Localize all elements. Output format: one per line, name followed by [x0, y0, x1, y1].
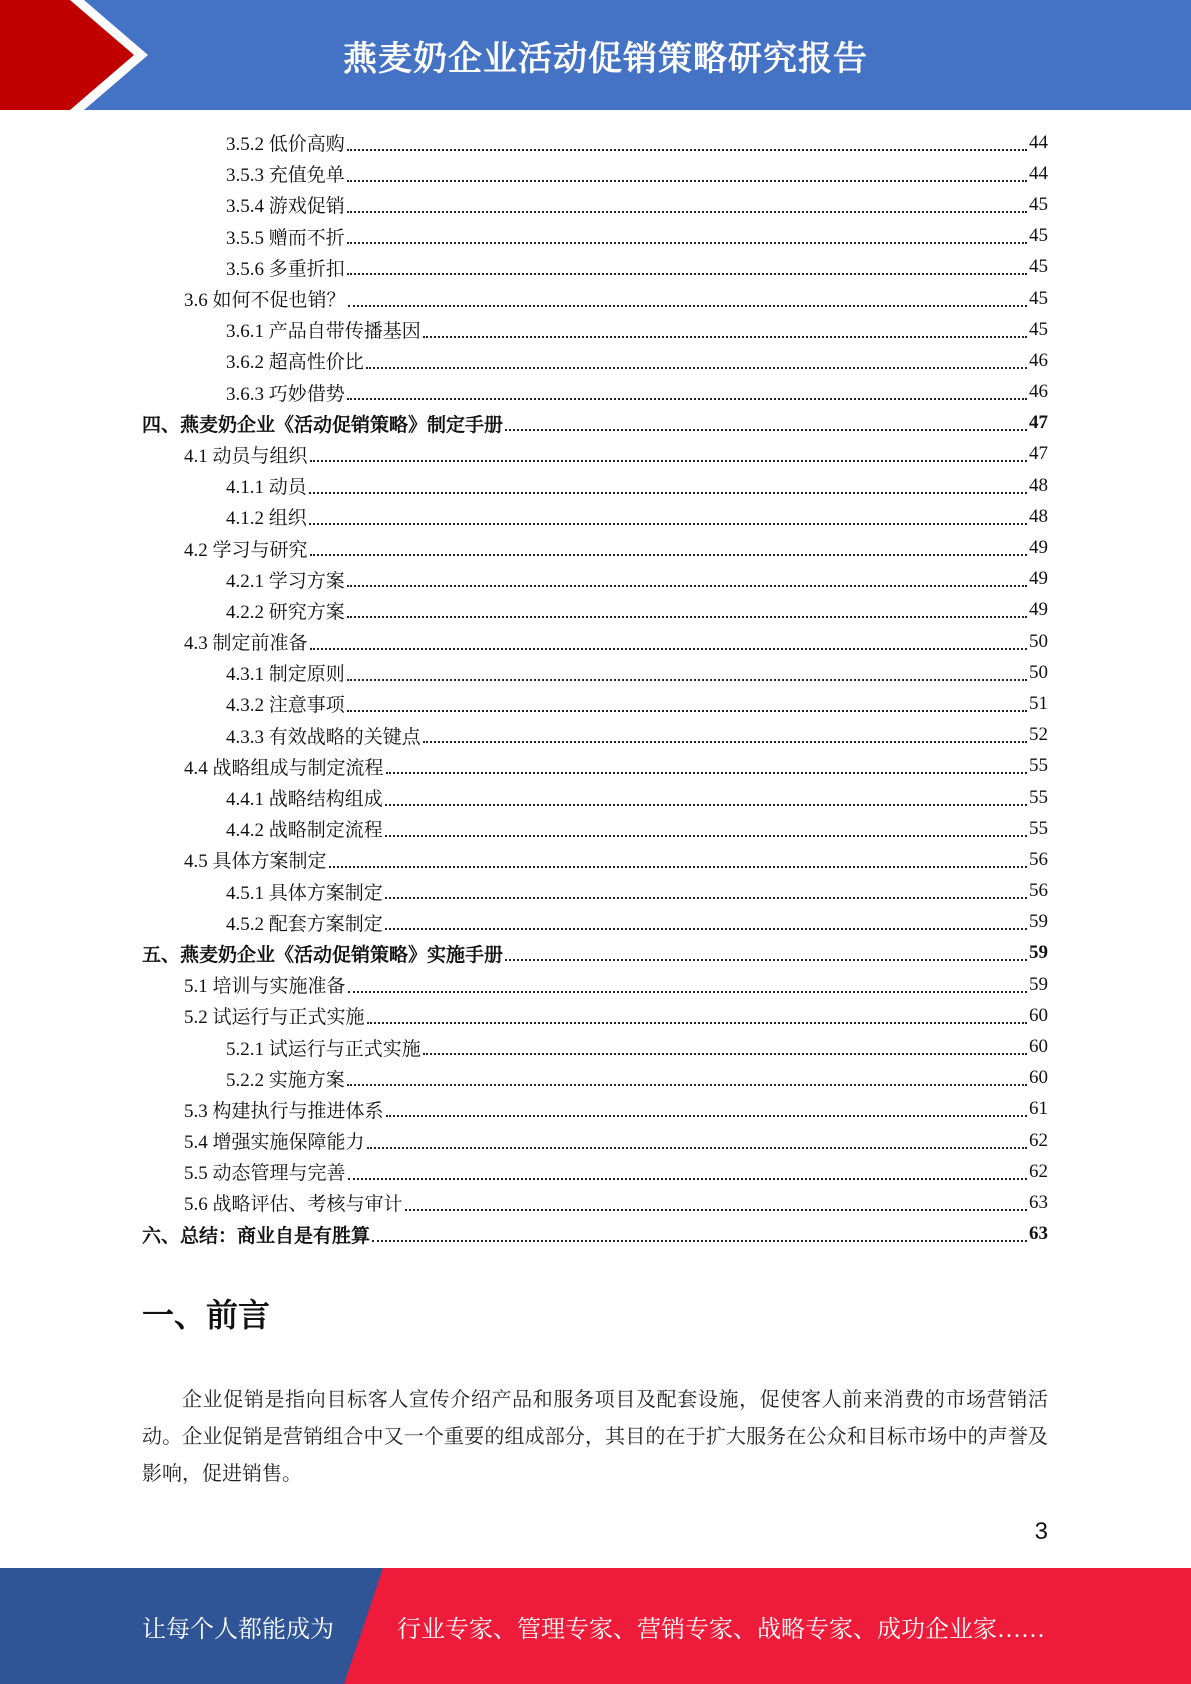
toc-entry[interactable]	[142, 876, 1048, 907]
toc-dot-leader	[309, 517, 1027, 525]
toc-entry[interactable]	[142, 1031, 1048, 1062]
toc-dot-leader	[505, 423, 1027, 431]
toc-entry-page: 48	[1029, 505, 1048, 527]
toc-entry[interactable]	[142, 189, 1048, 220]
intro-paragraph: 企业促销是指向目标客人宣传介绍产品和服务项目及配套设施，促使客人前来消费的市场营销活动。企业促销是营销组合中又一个重要的组成部分，其目的在于扩大服务在公众和目标市场中的声誉及影响，促进销售。	[142, 1389, 1048, 1485]
toc-entry-page: 45	[1029, 287, 1048, 309]
toc-entry-label: 4.3.2 注意事项	[226, 695, 345, 717]
toc-dot-leader	[310, 548, 1027, 556]
toc-entry-label: 4.2 学习与研究	[184, 539, 308, 561]
footer-slogan-right: 行业专家、管理专家、营销专家、战略专家、成功企业家……	[397, 1616, 1045, 1643]
toc-entry-page: 62	[1029, 1129, 1048, 1151]
toc-dot-leader	[347, 174, 1027, 182]
toc-entry[interactable]	[142, 158, 1048, 189]
toc-entry-label: 5.2.1 试运行与正式实施	[226, 1038, 421, 1060]
toc-entry-label: 5.6 战略评估、考核与审计	[184, 1194, 403, 1216]
toc-entry-page: 59	[1029, 973, 1048, 995]
toc-entry-page: 50	[1029, 630, 1048, 652]
toc-entry[interactable]	[142, 751, 1048, 782]
toc-entry-label: 4.4 战略组成与制定流程	[184, 757, 384, 779]
toc-entry[interactable]	[142, 657, 1048, 688]
toc-entry-page: 60	[1029, 1067, 1048, 1089]
toc-entry-label: 3.5.5 赠而不折	[226, 227, 345, 249]
toc-dot-leader	[348, 299, 1027, 307]
toc-entry-label: 4.5.2 配套方案制定	[226, 913, 383, 935]
toc-dot-leader	[347, 579, 1027, 587]
toc-entry-page: 55	[1029, 786, 1048, 808]
toc-dot-leader	[347, 267, 1027, 275]
toc-dot-leader	[405, 1203, 1027, 1211]
toc-entry-label: 3.5.2 低价高购	[226, 134, 345, 156]
toc-entry-label: 5.2.2 实施方案	[226, 1069, 345, 1091]
toc-dot-leader	[347, 236, 1027, 244]
toc-entry-page: 45	[1029, 318, 1048, 340]
toc-entry[interactable]	[142, 595, 1048, 626]
toc-entry-label: 4.5 具体方案制定	[184, 851, 327, 873]
toc-entry[interactable]	[142, 470, 1048, 501]
footer-slogan-left: 让每个人都能成为	[142, 1616, 334, 1643]
toc-entry-page: 63	[1029, 1191, 1048, 1213]
toc-entry-page: 44	[1029, 131, 1048, 153]
toc-entry-page: 59	[1029, 911, 1048, 933]
toc-entry-label: 4.3.3 有效战略的关键点	[226, 726, 421, 748]
toc-entry-label: 4.3.1 制定原则	[226, 664, 345, 686]
toc-entry-page: 49	[1029, 537, 1048, 559]
toc-dot-leader	[347, 392, 1027, 400]
toc-entry-page: 48	[1029, 474, 1048, 496]
toc-entry[interactable]	[142, 377, 1048, 408]
page-footer	[0, 1568, 1191, 1684]
toc-dot-leader	[386, 1109, 1027, 1117]
toc-entry[interactable]	[142, 1125, 1048, 1156]
toc-entry-label: 五、燕麦奶企业《活动促销策略》实施手册	[142, 944, 504, 966]
toc-entry-label: 4.2.2 研究方案	[226, 601, 345, 623]
page-number: 3	[1034, 1518, 1048, 1545]
toc-entry-page: 56	[1029, 848, 1048, 870]
toc-entry[interactable]	[142, 907, 1048, 938]
toc-entry[interactable]	[142, 127, 1048, 158]
toc-dot-leader	[372, 1234, 1027, 1242]
toc-entry[interactable]	[142, 813, 1048, 844]
toc-entry-page: 52	[1029, 724, 1048, 746]
toc-dot-leader	[505, 953, 1027, 961]
toc-entry-page: 49	[1029, 599, 1048, 621]
toc-entry-page: 61	[1029, 1098, 1048, 1120]
toc-entry-page: 59	[1029, 942, 1048, 964]
toc-entry-page: 56	[1029, 880, 1048, 902]
toc-entry-label: 4.4.2 战略制定流程	[226, 820, 383, 842]
toc-entry-page: 55	[1029, 817, 1048, 839]
toc-entry[interactable]	[142, 564, 1048, 595]
toc-entry[interactable]	[142, 938, 1048, 969]
toc-entry-page: 46	[1029, 349, 1048, 371]
toc-dot-leader	[347, 1078, 1027, 1086]
toc-entry[interactable]	[142, 314, 1048, 345]
toc-entry-label: 4.4.1 战略结构组成	[226, 789, 383, 811]
toc-entry[interactable]	[142, 626, 1048, 657]
toc-entry-label: 3.5.4 游戏促销	[226, 196, 345, 218]
table-of-contents	[142, 127, 1048, 1250]
toc-dot-leader	[347, 704, 1027, 712]
toc-entry[interactable]	[142, 221, 1048, 252]
toc-entry-label: 3.5.6 多重折扣	[226, 258, 345, 280]
toc-entry-label: 4.1.1 动员	[226, 477, 307, 499]
toc-dot-leader	[309, 486, 1027, 494]
report-title: 燕麦奶企业活动促销策略研究报告	[343, 38, 868, 79]
section-heading: 一、前言	[142, 1296, 271, 1334]
toc-entry-page: 46	[1029, 381, 1048, 403]
toc-entry[interactable]	[142, 252, 1048, 283]
toc-entry-page: 47	[1029, 443, 1048, 465]
toc-entry-page: 60	[1029, 1036, 1048, 1058]
toc-entry-label: 3.6.1 产品自带传播基因	[226, 321, 421, 343]
toc-entry-page: 62	[1029, 1160, 1048, 1182]
toc-entry-label: 5.2 试运行与正式实施	[184, 1007, 365, 1029]
toc-entry[interactable]	[142, 1063, 1048, 1094]
toc-entry-page: 55	[1029, 755, 1048, 777]
toc-dot-leader	[348, 985, 1027, 993]
toc-entry-label: 5.4 增强实施保障能力	[184, 1132, 365, 1154]
toc-dot-leader	[423, 330, 1027, 338]
toc-entry[interactable]	[142, 501, 1048, 532]
toc-entry[interactable]	[142, 720, 1048, 751]
toc-dot-leader	[385, 798, 1027, 806]
toc-entry-label: 4.1.2 组织	[226, 508, 307, 530]
toc-entry[interactable]	[142, 1187, 1048, 1218]
toc-entry-label: 4.1 动员与组织	[184, 445, 308, 467]
toc-entry-page: 49	[1029, 568, 1048, 590]
toc-entry-page: 60	[1029, 1004, 1048, 1026]
toc-entry-label: 六、总结：商业自是有胜算	[142, 1225, 371, 1247]
toc-dot-leader	[366, 361, 1027, 369]
toc-entry[interactable]	[142, 844, 1048, 875]
toc-entry[interactable]	[142, 782, 1048, 813]
toc-entry-label: 3.6.3 巧妙借势	[226, 383, 345, 405]
toc-entry-label: 3.6.2 超高性价比	[226, 352, 364, 374]
toc-entry-label: 5.5 动态管理与完善	[184, 1163, 346, 1185]
toc-entry[interactable]	[142, 408, 1048, 439]
toc-dot-leader	[347, 143, 1027, 151]
toc-dot-leader	[386, 766, 1027, 774]
toc-dot-leader	[367, 1141, 1027, 1149]
toc-dot-leader	[348, 1172, 1027, 1180]
toc-dot-leader	[347, 205, 1027, 213]
page-header	[0, 0, 1191, 110]
toc-entry[interactable]	[142, 532, 1048, 563]
toc-entry-page: 51	[1029, 692, 1048, 714]
toc-entry-label: 4.5.1 具体方案制定	[226, 882, 383, 904]
toc-entry-label: 3.6 如何不促也销？	[184, 290, 346, 312]
toc-entry[interactable]	[142, 1000, 1048, 1031]
toc-entry-page: 45	[1029, 225, 1048, 247]
toc-entry-page: 44	[1029, 162, 1048, 184]
toc-entry[interactable]	[142, 1094, 1048, 1125]
toc-entry[interactable]	[142, 1219, 1048, 1250]
toc-entry-page: 45	[1029, 256, 1048, 278]
toc-dot-leader	[347, 673, 1027, 681]
toc-dot-leader	[329, 860, 1027, 868]
toc-dot-leader	[347, 610, 1027, 618]
toc-entry-label: 5.1 培训与实施准备	[184, 976, 346, 998]
toc-entry-page: 47	[1029, 412, 1048, 434]
toc-dot-leader	[423, 1047, 1027, 1055]
toc-entry-page: 63	[1029, 1223, 1048, 1245]
toc-entry[interactable]	[142, 1156, 1048, 1187]
toc-entry-label: 4.3 制定前准备	[184, 633, 308, 655]
toc-entry-page: 50	[1029, 661, 1048, 683]
toc-entry-label: 3.5.3 充值免单	[226, 165, 345, 187]
toc-entry[interactable]	[142, 283, 1048, 314]
toc-entry[interactable]	[142, 969, 1048, 1000]
toc-dot-leader	[385, 829, 1027, 837]
toc-entry-label: 5.3 构建执行与推进体系	[184, 1100, 384, 1122]
toc-dot-leader	[385, 922, 1027, 930]
toc-dot-leader	[385, 891, 1027, 899]
toc-entry-page: 45	[1029, 193, 1048, 215]
toc-dot-leader	[310, 454, 1027, 462]
toc-entry[interactable]	[142, 439, 1048, 470]
toc-dot-leader	[310, 642, 1027, 650]
toc-entry[interactable]	[142, 345, 1048, 376]
toc-dot-leader	[367, 1016, 1027, 1024]
toc-entry[interactable]	[142, 688, 1048, 719]
toc-entry-label: 四、燕麦奶企业《活动促销策略》制定手册	[142, 414, 504, 436]
toc-entry-label: 4.2.1 学习方案	[226, 570, 345, 592]
toc-dot-leader	[423, 735, 1027, 743]
